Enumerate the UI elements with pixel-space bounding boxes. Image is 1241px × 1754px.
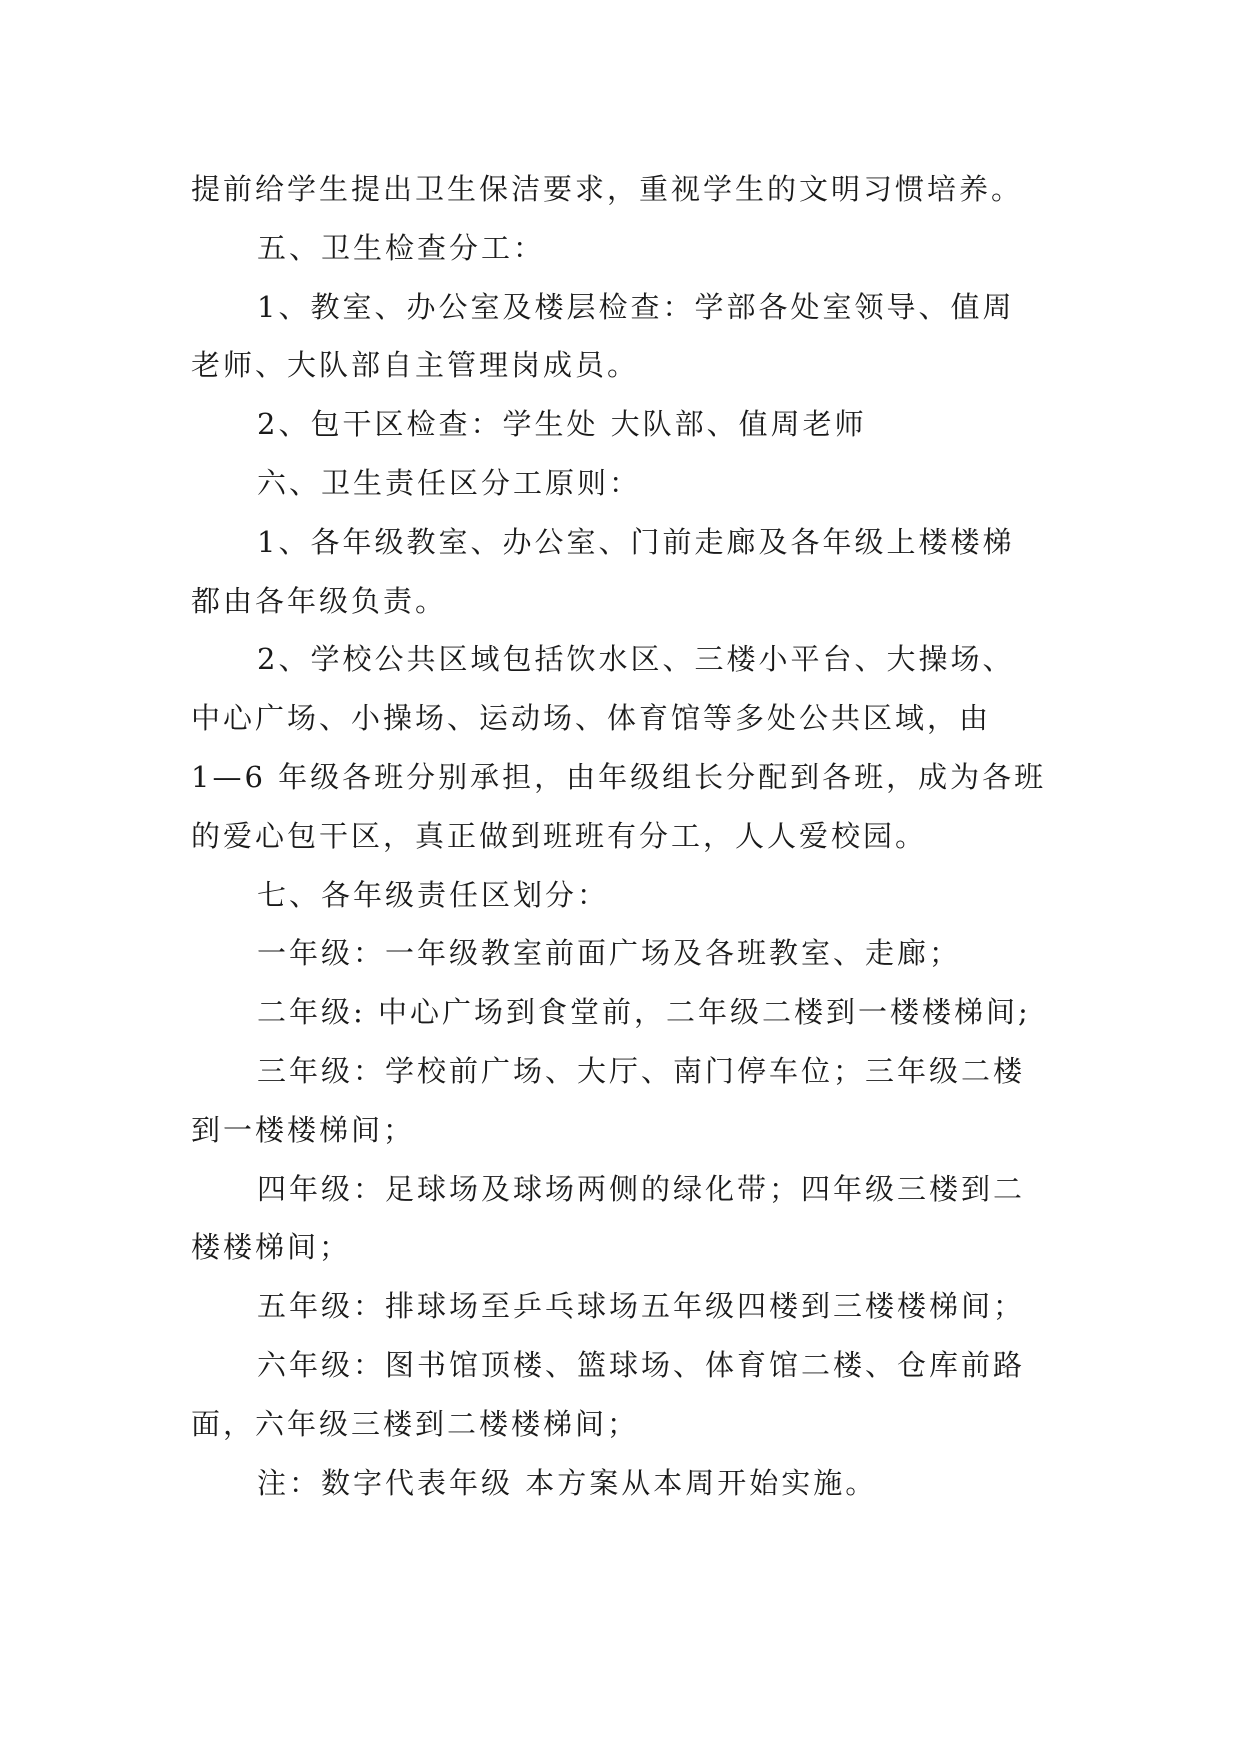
text-line: 五年级：排球场至乒乓球场五年级四楼到三楼楼梯间；: [257, 1289, 1026, 1324]
note-line: 注：数字代表年级 本方案从本周开始实施。: [257, 1465, 878, 1500]
text-line: 四年级：足球场及球场两侧的绿化带；四年级三楼到二: [257, 1171, 1026, 1206]
text-line: 2、包干区检查：学生处 大队部、值周老师: [257, 407, 867, 442]
section-heading: 五、卫生检查分工：: [257, 230, 546, 265]
document-body: [191, 160, 1051, 1512]
text-line: 二年级: 中心广场到食堂前，二年级二楼到一楼楼梯间;: [257, 995, 1031, 1030]
text-line: 楼楼梯间；: [191, 1230, 352, 1265]
text-line: 1、教室、办公室及楼层检查：学部各处室领导、值周: [257, 289, 1015, 324]
text-line: 提前给学生提出卫生保洁要求，重视学生的文明习惯培养。: [191, 172, 1024, 206]
text-line: 2、学校公共区域包括饮水区、三楼小平台、大操场、: [257, 642, 1015, 677]
text-line: 1—6 年级各班分别承担，由年级组长分配到各班，成为各班: [191, 759, 1047, 794]
text-line: 中心广场、小操场、运动场、体育馆等多处公共区域，由: [191, 701, 992, 736]
text-line: 的爱心包干区，真正做到班班有分工，人人爱校园。: [191, 818, 928, 853]
text-line: 到一楼楼梯间；: [191, 1112, 416, 1147]
text-line: 老师、大队部自主管理岗成员。: [191, 348, 640, 383]
text-line: 三年级：学校前广场、大厅、南门停车位；三年级二楼: [257, 1053, 1026, 1088]
text-line: 面，六年级三楼到二楼楼梯间；: [191, 1406, 640, 1441]
section-heading: 七、各年级责任区划分：: [257, 877, 610, 912]
text-line: 1、各年级教室、办公室、门前走廊及各年级上楼楼梯: [257, 524, 1015, 559]
section-heading: 六、卫生责任区分工原则：: [257, 465, 642, 500]
text-line: 都由各年级负责。: [191, 583, 448, 618]
text-line: 六年级：图书馆顶楼、篮球场、体育馆二楼、仓库前路: [257, 1347, 1026, 1382]
text-line: 一年级：一年级教室前面广场及各班教室、走廊；: [257, 936, 962, 971]
